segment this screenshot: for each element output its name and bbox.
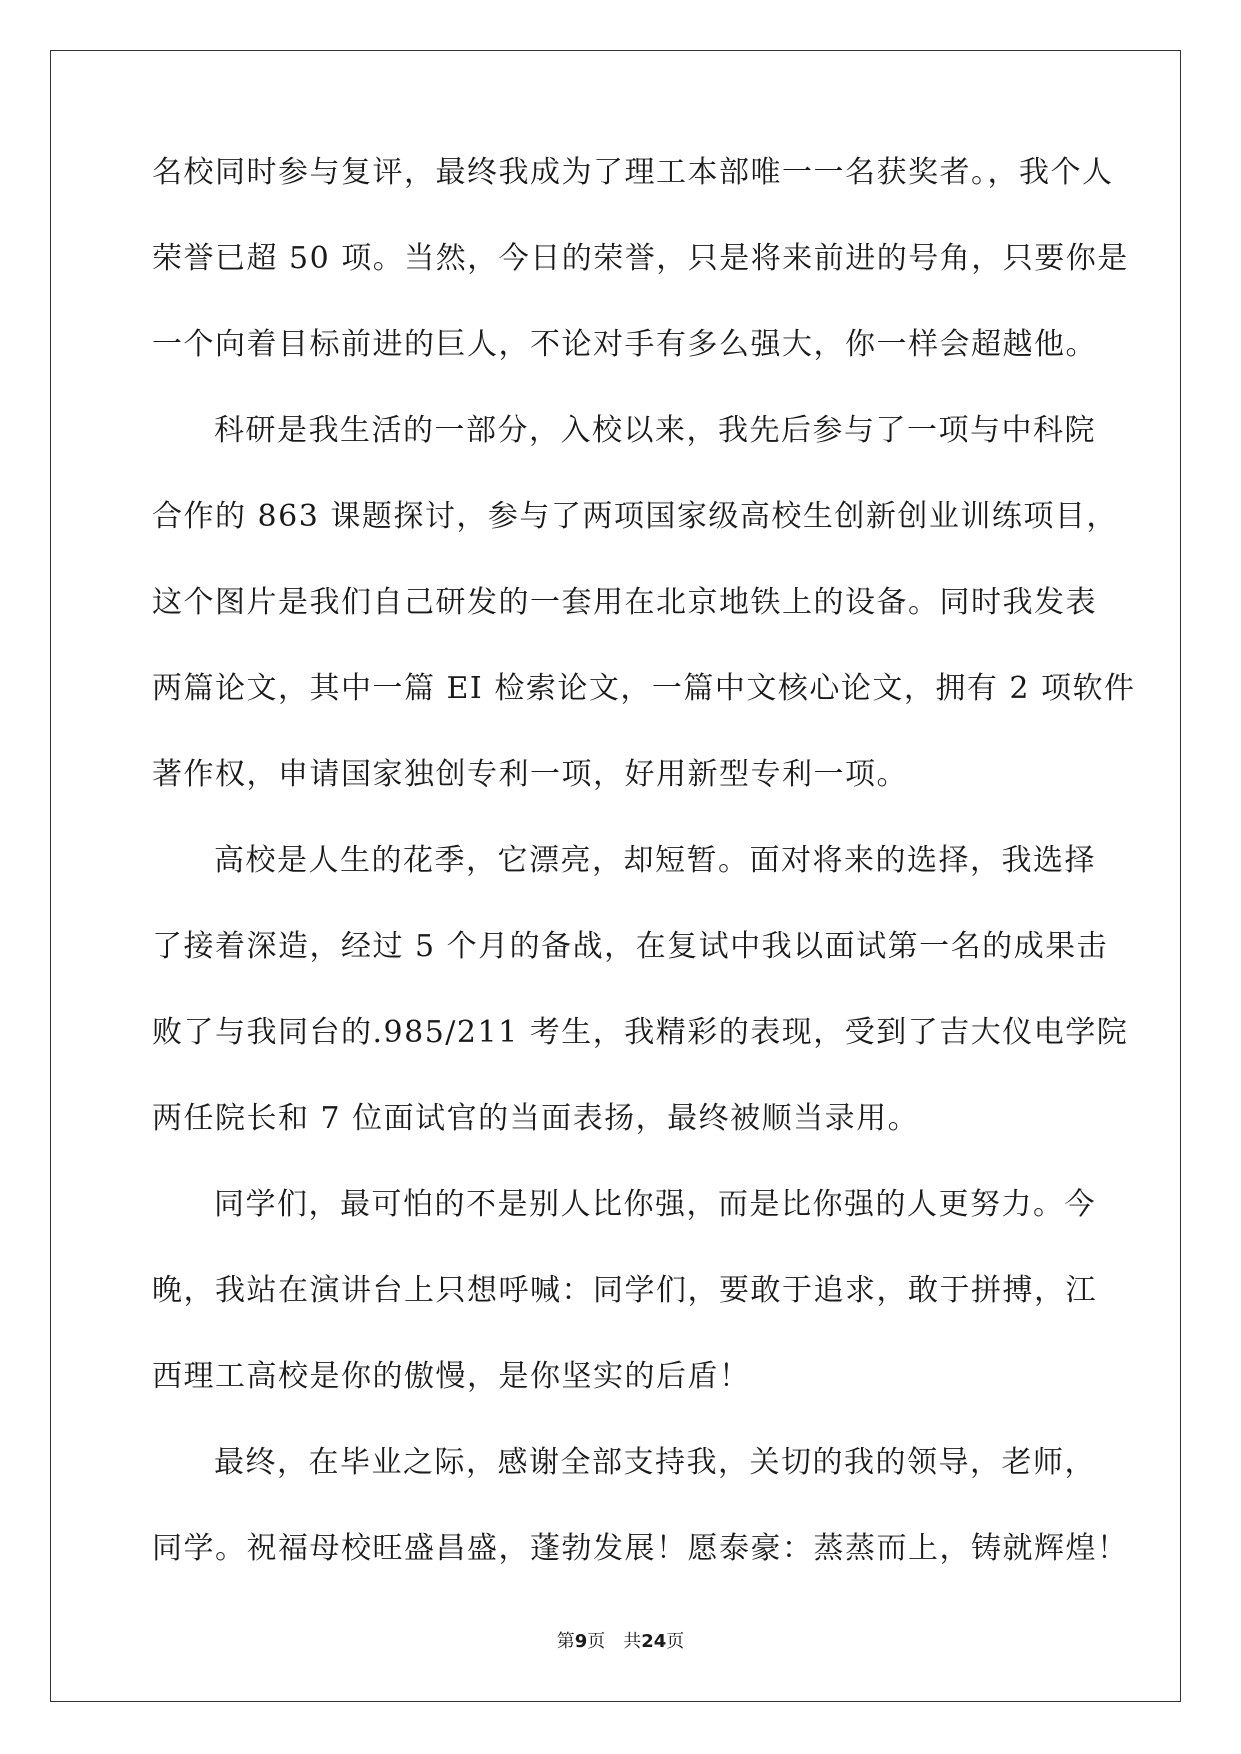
paragraph-start-line: 同学们，最可怕的不是别人比你强，而是比你强的人更努力。今 <box>214 1187 1096 1222</box>
text-line: 同学。祝福母校旺盛昌盛，蓬勃发展！愿泰豪：蒸蒸而上，铸就辉煌！ <box>152 1531 1129 1566</box>
paragraph-start-line: 高校是人生的花季，它漂亮，却短暂。面对将来的选择，我选择 <box>214 843 1096 878</box>
text-line: 合作的 863 课题探讨，参与了两项国家级高校生创新创业训练项目， <box>152 499 1118 534</box>
text-line: 一个向着目标前进的巨人，不论对手有多么强大，你一样会超越他。 <box>152 327 1097 362</box>
page-prefix: 第 <box>556 1631 575 1652</box>
document-body <box>152 155 1136 1620</box>
text-line: 两篇论文，其中一篇 EI 检索论文，一篇中文核心论文，拥有 2 项软件 <box>152 671 1136 706</box>
total-suffix: 页 <box>666 1631 685 1652</box>
paragraph-start-line: 科研是我生活的一部分，入校以来，我先后参与了一项与中科院 <box>214 413 1096 448</box>
page-suffix: 页 <box>587 1631 606 1652</box>
page-footer <box>0 1632 1241 1652</box>
text-line: 著作权，申请国家独创专利一项，好用新型专利一项。 <box>152 757 908 792</box>
page-number: 9 <box>574 1631 588 1652</box>
text-line: 西理工高校是你的傲慢，是你坚实的后盾！ <box>152 1359 751 1394</box>
text-line: 晚，我站在演讲台上只想呼喊：同学们，要敢于追求，敢于拼搏，江 <box>152 1273 1097 1308</box>
text-line: 两任院长和 7 位面试官的当面表扬，最终被顺当录用。 <box>152 1101 920 1136</box>
text-line: 荣誉已超 50 项。当然，今日的荣誉，只是将来前进的号角，只要你是 <box>152 241 1129 276</box>
total-prefix: 共 <box>623 1631 642 1652</box>
text-line: 了接着深造，经过 5 个月的备战，在复试中我以面试第一名的成果击 <box>152 929 1109 964</box>
text-line: 这个图片是我们自己研发的一套用在北京地铁上的设备。同时我发表 <box>152 585 1097 620</box>
text-line: 败了与我同台的.985/211 考生，我精彩的表现，受到了吉大仪电学院 <box>152 1015 1129 1050</box>
text-line: 名校同时参与复评，最终我成为了理工本部唯一一名获奖者。，我个人 <box>152 155 1114 190</box>
total-pages: 24 <box>641 1631 667 1652</box>
paragraph-start-line: 最终，在毕业之际，感谢全部支持我，关切的我的领导，老师， <box>214 1445 1096 1480</box>
